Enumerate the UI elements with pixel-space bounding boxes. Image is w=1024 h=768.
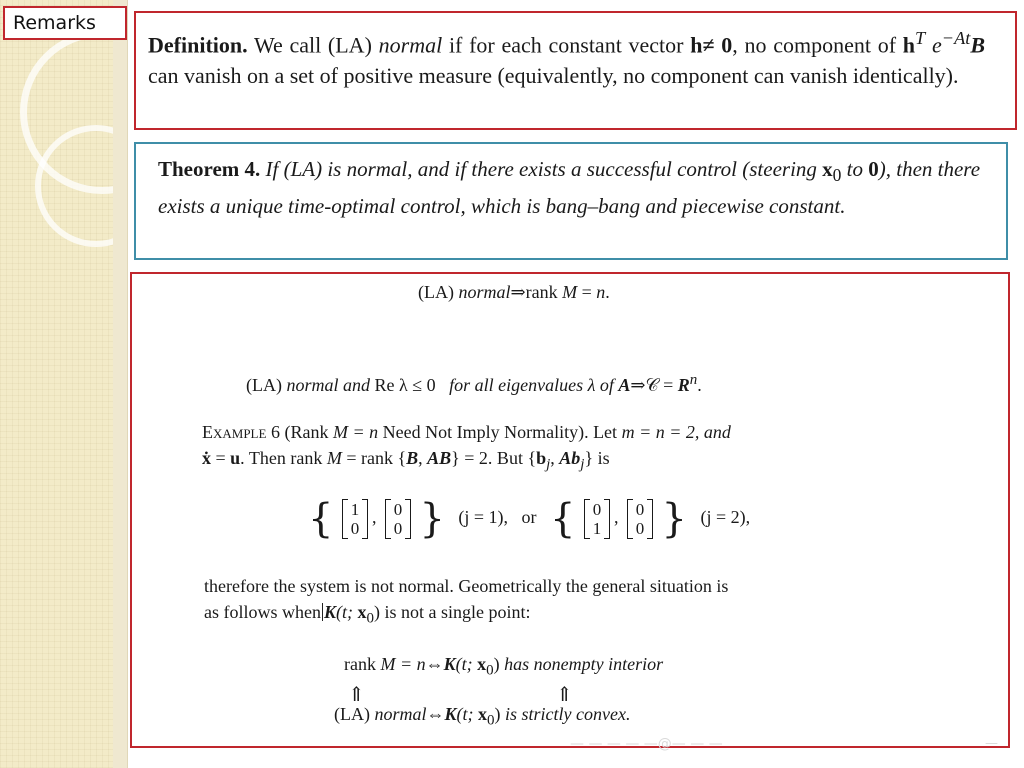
case-j2: (j = 2),: [700, 507, 751, 528]
decorative-sidebar: [0, 0, 114, 768]
implication-arrow-left: ⇑: [348, 684, 365, 706]
matrix-row: { 1 0, 0 0 } (j = 1), or { 0 1, 0 0 } (j = 2),: [308, 496, 751, 542]
matrix-1: 1 0: [342, 499, 368, 539]
definition-text: Definition. We call (LA) normal if for each constant vector h≠ 0, no component of $h^T$ $e^{-At}B$ can vanish on a set of positive measure (equivalently, no component can vanish identically).: [148, 28, 986, 89]
equivalence-normal: (LA) normal⇔K(t; $x_0$) is strictly convex.: [334, 704, 631, 729]
footer-text: — — — — —@— — —: [570, 736, 723, 752]
statement-controllable: (LA) normal and Re λ ≤ 0 for all eigenvalues λ of A⇒𝒞 = $R^n$.: [246, 372, 702, 395]
statement-rank: (LA) normal⇒rank M = n.: [418, 282, 610, 302]
page-number: —: [985, 736, 998, 751]
theorem-label: Theorem 4.: [158, 157, 261, 181]
implication-arrow-right: ⇑: [556, 684, 573, 706]
theorem-box: [134, 142, 1008, 260]
content-box: [130, 272, 1010, 748]
sidebar-divider: [113, 0, 128, 768]
paragraph-line-1: therefore the system is not normal. Geometrically the general situation is: [204, 576, 729, 596]
remarks-label: Remarks: [3, 6, 127, 40]
matrix-3: 0 1: [584, 499, 610, 539]
definition-box: [134, 11, 1017, 130]
equivalence-rank: rank M = n⇔K(t; $x_0$) has nonempty interior: [344, 654, 664, 679]
example-line-1: Example 6 (Rank M = n Need Not Imply Normality). Let m = n = 2, and: [202, 422, 731, 442]
definition-label: Definition.: [148, 32, 248, 58]
matrix-4: 0 0: [627, 499, 653, 539]
theorem-text: Theorem 4. If (LA) is normal, and if there exists a successful control (steering $x_0$ to 0), then there exists a unique time-optimal control, which is bang–bang and piecewise constant.: [158, 157, 981, 219]
paragraph-line-2: as follows when K(t; $x_0$) is not a single point:: [204, 602, 531, 627]
text-cursor: [322, 603, 323, 621]
matrix-2: 0 0: [385, 499, 411, 539]
case-j1: (j = 1),: [458, 507, 509, 528]
example-line-2: ẋ = u. Then rank M = rank {B, AB} = 2. But {$b_j$, $Ab_j$} is: [202, 448, 610, 473]
